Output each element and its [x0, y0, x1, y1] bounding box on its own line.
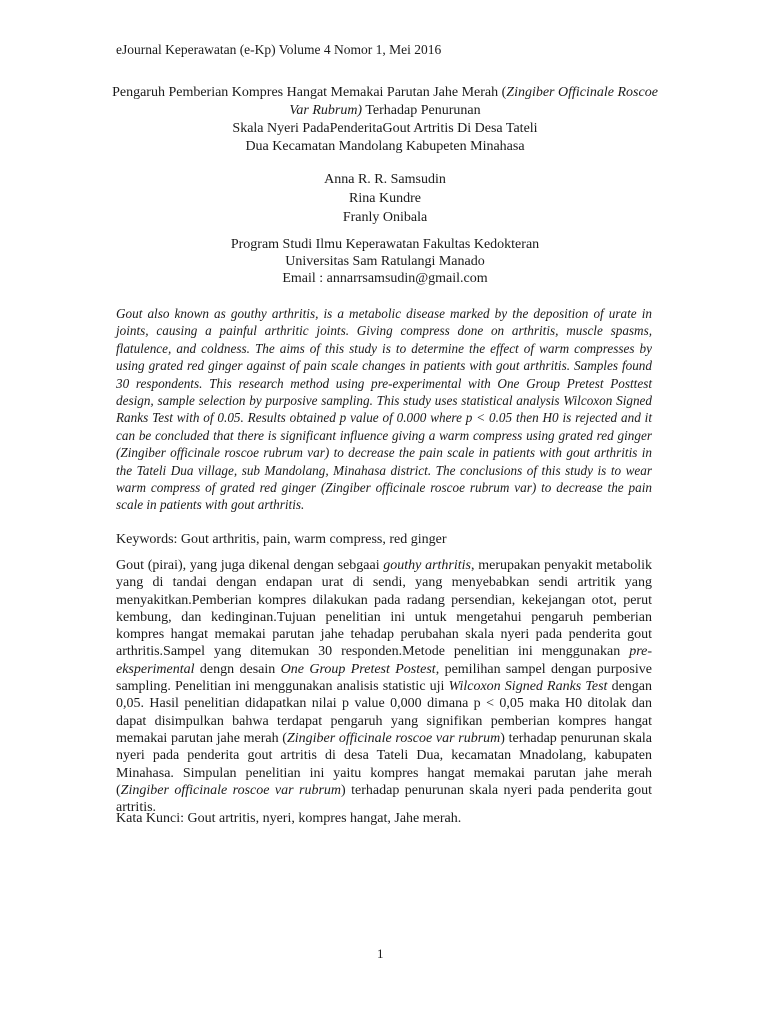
abstract-id-segment: , pemilihan sampel dengan purposive sampling. Penelitian ini menggunakan analisis statistic uji: [116, 661, 652, 695]
abstract-id-italic-term: pre-eksperimental: [116, 644, 652, 677]
abstract-id-segment: Gout (pirai), yang juga dikenal dengan sebgaai: [116, 558, 384, 573]
title-text-part1: Pengaruh Pemberian Kompres Hangat Memakai Parutan Jahe Merah (: [112, 85, 507, 100]
paper-title: [110, 84, 660, 156]
abstract-id-italic-term: gouthy arthritis: [383, 558, 472, 573]
author-email: Email : annarrsamsudin@gmail.com: [282, 271, 488, 286]
author-name: Rina Kundre: [349, 191, 421, 206]
affiliation-university: Universitas Sam Ratulangi Manado: [285, 254, 485, 269]
author-name: Franly Onibala: [342, 210, 428, 225]
abstract-id-segment: dengn desain: [194, 661, 281, 677]
journal-header: eJournal Keperawatan (e-Kp) Volume 4 Nomor 1, Mei 2016: [116, 42, 442, 57]
title-line-1: [110, 84, 660, 120]
abstract-id-segment: , merupakan penyakit metabolik yang di tandai dengan endapan urat di sendi, yang menyebabkan sendi artritik yang menyakitkan.Pemberian kompres dilakukan pada radang persendian, kekejangan otot, perut kembung, dan kedinginan.Tujuan penelitian ini untuk mengetahui pengaruh pemberian kompres hangat memakai parutan jahe tehadap perubahan skala nyeri pada penderita gout arthritis.Sampel yang ditemukan 30 responden.Metode penelitian ini menggunakan: [116, 558, 652, 660]
keywords-english: Keywords: Gout arthritis, pain, warm compress, red ginger: [116, 532, 447, 547]
affiliation-program: Program Studi Ilmu Keperawatan Fakultas Kedokteran: [230, 237, 540, 252]
abstract-indonesian: [116, 557, 652, 816]
title-line-2: Skala Nyeri PadaPenderitaGout Artritis Di Desa Tateli: [232, 121, 538, 136]
abstract-english-text: Gout also known as gouthy arthritis, is a metabolic disease marked by the deposition of urate in joints, causing a painful arthritic joints. Giving compress done on arthritis, muscle spasms, flatulence, and coldness. The aims of this study is to determine the effect of warm compresses by using grated red ginger against of pain scale changes in patients with gout arthritis. Samples found 30 respondents. This research method using pre-experimental with One Group Pretest Posttest design, sample selection by purposive sampling. This study uses statistical analysis Wilcoxon Signed Ranks Test with of 0.05. Results obtained p value of 0.000 where p < 0.05 then H0 is rejected and it can be concluded that there is significant influence giving a warm compress using grated red ginger (Zingiber officinale roscoe rubrum var) to decrease the pain scale in patients with gout arthritis in the Tateli Dua village, sub Mandolang, Minahasa district. The conclusions of this study is to wear warm compress of grated red ginger (Zingiber officinale roscoe rubrum var) to decrease the pain scale in patients with gout arthritis.: [116, 306, 652, 513]
abstract-id-italic-term: Zingiber officinale roscoe var rubrum: [120, 782, 342, 798]
abstract-id-italic-term: One Group Pretest Postest: [280, 661, 436, 677]
abstract-id-italic-term: Wilcoxon Signed Ranks Test: [448, 679, 608, 695]
page-number: 1: [377, 946, 384, 961]
abstract-english: [116, 305, 652, 514]
abstract-id-italic-term: Zingiber officinale roscoe var rubrum: [286, 730, 501, 746]
abstract-id-segment: ) terhadap penurunan skala nyeri pada penderita gout artritis.: [116, 782, 653, 816]
title-latin-name: Zingiber Officinale Roscoe Var Rubrum): [289, 85, 658, 118]
author-list: [110, 170, 660, 227]
abstract-id-segment: ) terhadap penurunan skala nyeri pada penderita gout artritis di desa Tateli Dua, kecamatan Mnadolang, kabupaten Minahasa. Simpulan penelitian ini yaitu kompres hangat memakai parutan jahe merah (: [116, 730, 653, 798]
title-text-part2: Terhadap Penurunan: [362, 103, 481, 118]
keywords-indonesian: Kata Kunci: Gout artritis, nyeri, kompres hangat, Jahe merah.: [116, 811, 462, 826]
abstract-indonesian-text: [116, 557, 652, 816]
author-name: Anna R. R. Samsudin: [324, 172, 446, 187]
abstract-id-segment: dengan 0,05. Hasil penelitian didapatkan nilai p value 0,000 dimana p < 0,05 maka H0 ditolak dan dapat disimpulkan bahwa terdapat pengaruh yang signifikan pemberian kompres hangat memakai parutan jahe merah (: [116, 679, 652, 746]
affiliation-block: [110, 236, 660, 287]
title-line-3: Dua Kecamatan Mandolang Kabupeten Minahasa: [245, 139, 525, 154]
